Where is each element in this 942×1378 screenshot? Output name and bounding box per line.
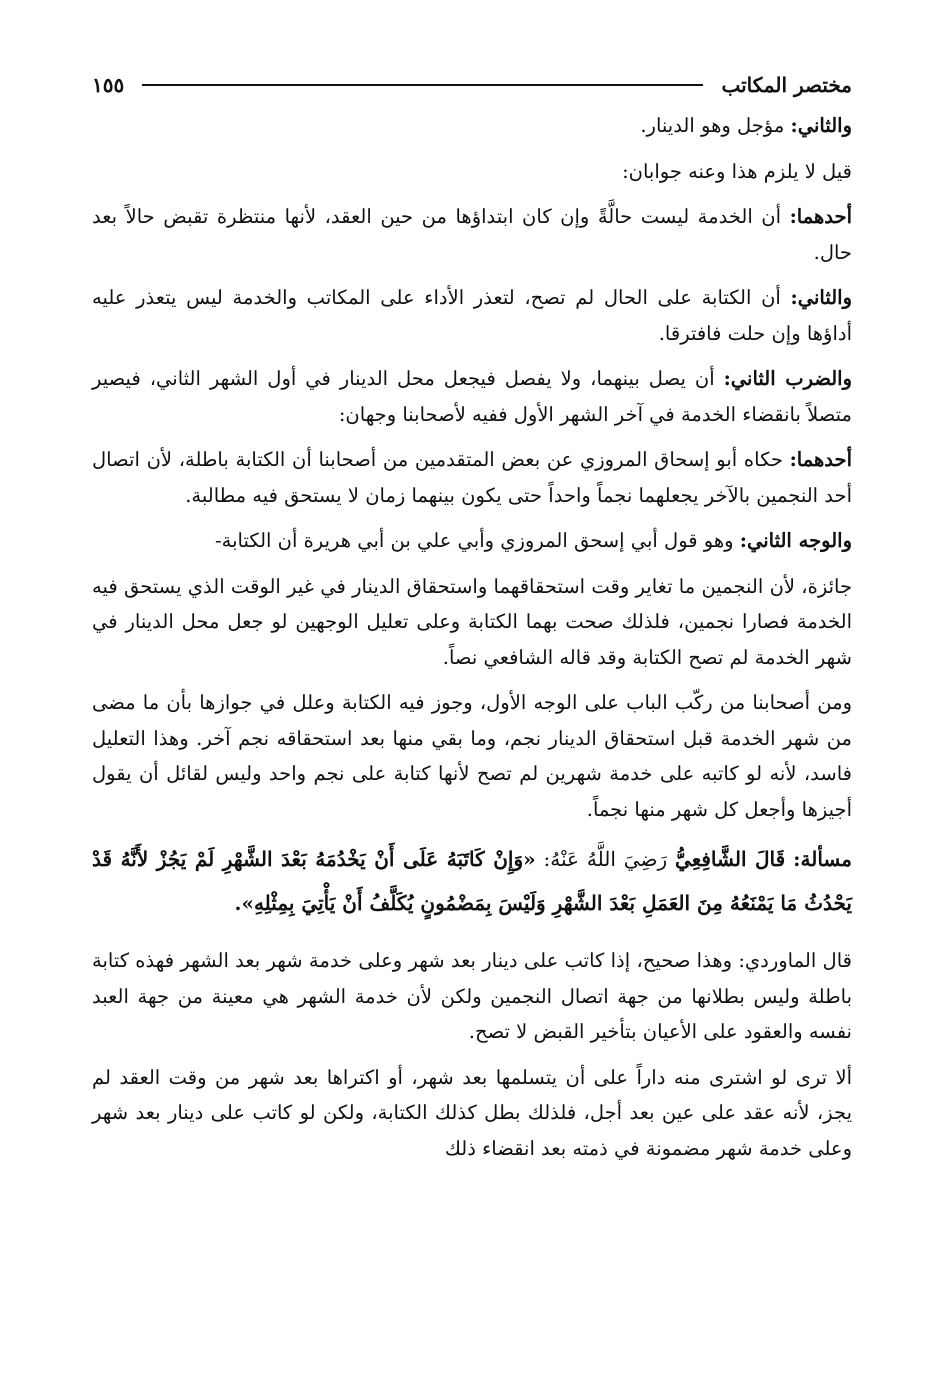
masala-quote: «وَإِنْ كَاتَبَهُ عَلَى أَنْ يَخْدُمَهُ بَعْدَ الشَّهْرِ لَمْ يَجُزْ لأَنَّهُ قَدْ يَحْدُثُ مَا يَمْنَعُهُ مِنَ العَمَلِ بَعْدَ الشَّهْرِ وَلَيْسَ بِمَضْمُونٍ يُكَلَّفُ أَنْ يَأْتِيَ بِمِثْلِهِ».: [92, 847, 852, 915]
paragraph-1: [92, 108, 852, 144]
paragraph-3: [92, 199, 852, 270]
masala-speaker: قَالَ الشَّافِعِيُّ: [675, 847, 786, 871]
paragraph-lead: والضرب الثاني:: [723, 367, 853, 390]
paragraph-text: قيل لا يلزم هذا وعنه جوابان:: [622, 159, 852, 183]
masala-label: مسألة:: [793, 847, 852, 871]
paragraph-6: [92, 442, 852, 513]
paragraph-9: [92, 685, 852, 827]
paragraph-lead: أحدهما:: [789, 205, 852, 228]
paragraph-text: ومن أصحابنا من ركّب الباب على الوجه الأول، وجوز فيه الكتابة وعلل في جوازها بأن ما مضى من شهر الخدمة قبل استحقاق الدينار نجم، وما بقي منها بعد استحقاقه نجم آخر. وهذا التعليل فاسد، لأنه لو كاتبه على خدمة شهرين لم تصح لأنها كتابة على نجم واحد وليس لقائل أن يقول أجيزها وأجعل كل شهر منها نجماً.: [92, 691, 852, 821]
paragraph-4: [92, 280, 852, 351]
masala-block: [92, 837, 852, 925]
paragraph-text: ألا ترى لو اشترى منه داراً على أن يتسلمها بعد شهر، أو اكتراها بعد شهر من وقت العقد لم يجز، لأنه عقد على عين بعد أجل، فلذلك بطل كذلك الكتابة، ولكن لو كاتب على دينار بعد شهر وعلى خدمة شهر مضمونة في ذمته بعد انقضاء ذلك: [92, 1065, 852, 1160]
paragraph-10: [92, 943, 852, 1050]
book-page: [92, 62, 852, 1176]
running-head-rule: [142, 84, 703, 86]
paragraph-text: وهو قول أبي إسحق المروزي وأبي علي بن أبي هريرة أن الكتابة-: [215, 529, 740, 552]
paragraph-text: أن يصل بينهما، ولا يفصل فيجعل محل الدينار في أول الشهر الثاني، فيصير متصلاً بانقضاء الخدمة في آخر الشهر الأول ففيه لأصحابنا وجهان:: [92, 367, 852, 426]
paragraph-lead: والوجه الثاني:: [739, 529, 852, 552]
page-number: ١٥٥: [92, 73, 125, 97]
paragraph-7: [92, 523, 852, 559]
paragraph-2: [92, 154, 852, 190]
paragraph-5: [92, 361, 852, 432]
paragraph-lead: والثاني:: [790, 114, 852, 137]
paragraph-text: أن الخدمة ليست حالَّةً وإن كان ابتداؤها من حين العقد، لأنها منتظرة تقبض حالاً بعد حال.: [92, 205, 852, 264]
paragraph-text: قال الماوردي: وهذا صحيح، إذا كاتب على دينار بعد شهر وعلى خدمة شهر بعد الشهر فهذه كتابة باطلة وليس بطلانها من جهة اتصال النجمين ولكن لأن خدمة الشهر هي معينة من جهة العبد نفسه والعقود على الأعيان بتأخير القبض لا تصح.: [92, 949, 852, 1043]
paragraph-lead: والثاني:: [790, 286, 852, 309]
paragraph-text: حكاه أبو إسحاق المروزي عن بعض المتقدمين من أصحابنا أن الكتابة باطلة، لأن اتصال أحد النجمين بالآخر يجعلهما نجماً واحداً حتى يكون بينهما زمان لا يستحق فيه مطالبة.: [92, 448, 852, 507]
running-head-title: مختصر المكاتب: [721, 73, 852, 97]
running-head: [92, 62, 852, 108]
paragraph-text: أن الكتابة على الحال لم تصح، لتعذر الأداء على المكاتب والخدمة ليس يتعذر عليه أداؤها وإن حلت فافترقا.: [92, 286, 852, 345]
paragraph-text: مؤجل وهو الدينار.: [640, 114, 791, 137]
paragraph-8: [92, 569, 852, 676]
paragraph-text: جائزة، لأن النجمين ما تغاير وقت استحقاقهما واستحقاق الدينار في غير الوقت الذي يستحق فيه الخدمة فصارا نجمين، فلذلك صحت بهما الكتابة وعلى تعليل الوجهين لو جعل محل الدينار في شهر الخدمة لم تصح الكتابة وقد قاله الشافعي نصاً.: [92, 574, 852, 669]
masala-honorific: رَضِيَ اللَّهُ عَنْهُ:: [543, 847, 668, 871]
paragraph-lead: أحدهما:: [789, 448, 852, 471]
paragraph-11: [92, 1060, 852, 1167]
